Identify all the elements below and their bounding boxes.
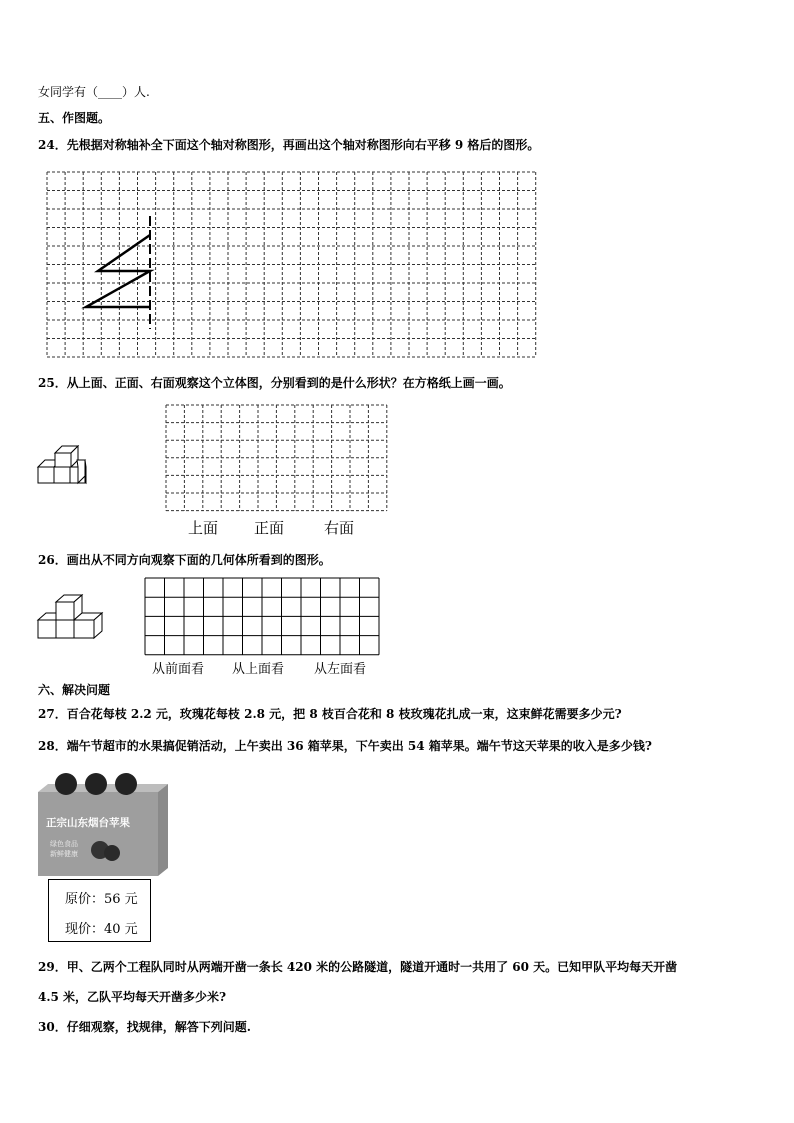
box-brand-text: 正宗山东烟台苹果 [46, 817, 130, 829]
q25-solid-figure [36, 445, 92, 491]
question-29: 29．甲、乙两个工程队同时从两端开凿一条长 420 米的公路隧道，隧道开通时一共用了 60 天。已知甲队平均每天开凿 [38, 960, 678, 974]
original-price: 原价：56 元 [65, 892, 138, 907]
question-29-cont: 4.5 米，乙队平均每天开凿多少米? [38, 990, 227, 1004]
apple-icon [55, 773, 77, 795]
question-30: 30．仔细观察，找规律，解答下列问题. [38, 1020, 251, 1034]
q25-grid [165, 404, 389, 512]
q24-grid [46, 171, 542, 359]
apple-icon [85, 773, 107, 795]
question-27: 27．百合花每枝 2.2 元，玫瑰花每枝 2.8 元，把 8 枝百合花和 8 枝玫瑰花扎成一束，这束鲜花需要多少元? [38, 707, 622, 721]
question-26: 26．画出从不同方向观察下面的几何体所看到的图形。 [38, 553, 331, 567]
question-28: 28．端午节超市的水果搞促销活动，上午卖出 36 箱苹果，下午卖出 54 箱苹果。端午节这天苹果的收入是多少钱? [38, 739, 652, 753]
section-heading: 五、作图题。 [38, 111, 111, 125]
label-front-view: 正面 [254, 519, 285, 537]
apple-box-image [38, 770, 170, 878]
apple-icon [104, 845, 120, 861]
question-24: 24．先根据对称轴补全下面这个轴对称图形，再画出这个轴对称图形向右平移 9 格后的图形。 [38, 138, 540, 152]
label-top-view: 上面 [188, 519, 219, 537]
q26-grid [144, 577, 382, 657]
question-25: 25．从上面、正面、右面观察这个立体图，分别看到的是什么形状？在方格纸上画一画。 [38, 376, 511, 390]
label-front: 从前面看 [152, 662, 205, 677]
label-right-view: 右面 [324, 519, 355, 537]
section-heading: 六、解决问题 [38, 683, 111, 697]
current-price: 现价：40 元 [65, 922, 138, 937]
q26-solid-figure [36, 594, 108, 644]
label-top: 从上面看 [232, 662, 285, 677]
text-line: 女同学有（____）人. [38, 85, 150, 99]
price-tag [48, 879, 151, 942]
box-sub-text: 绿色食品 [50, 840, 78, 848]
apple-icon [115, 773, 137, 795]
label-left: 从左面看 [314, 662, 367, 677]
box-sub-text: 新鲜健康 [50, 850, 78, 858]
